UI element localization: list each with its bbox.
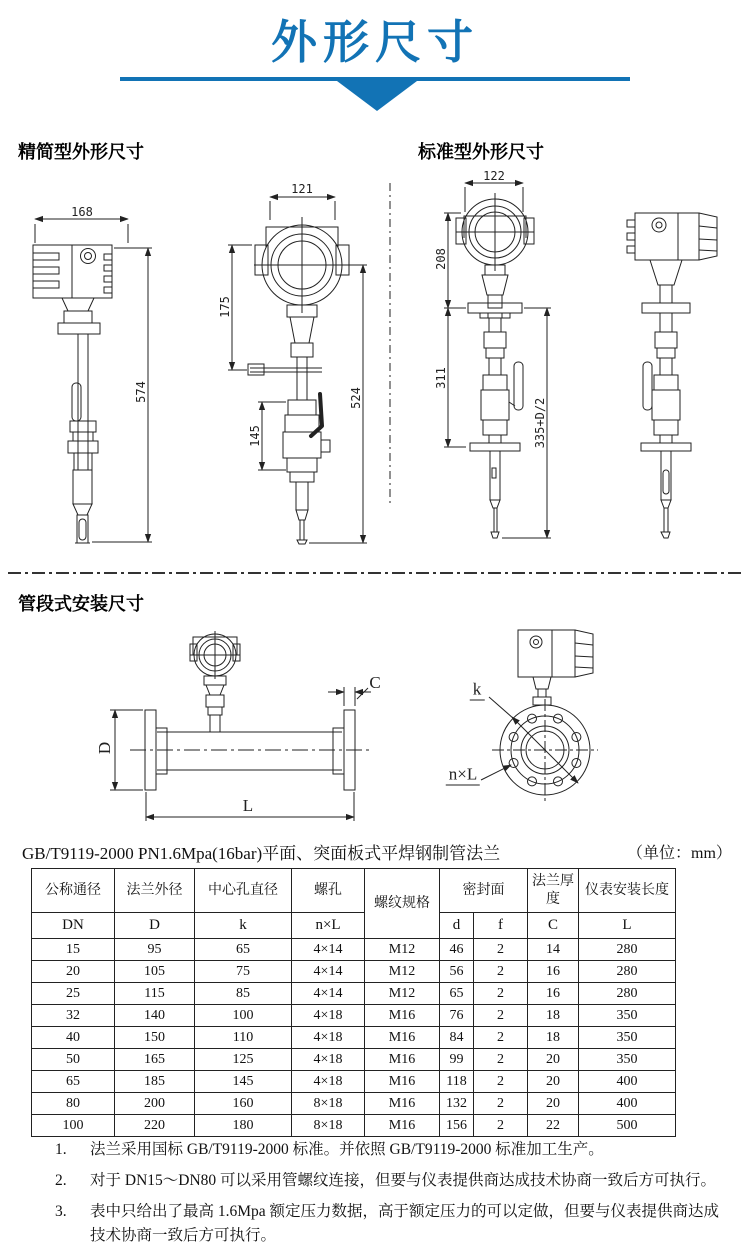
table-cell: 100 [195,1005,292,1027]
pipe-section-side-drawing [110,631,372,821]
table-row [32,983,676,1005]
table-cell: 50 [32,1049,115,1071]
table-cell: 84 [440,1027,474,1049]
dim-label-574: 574 [134,381,148,403]
table-cell: 18 [528,1027,579,1049]
table-cell: 20 [32,961,115,983]
table-cell: 99 [440,1049,474,1071]
table-cell: 14 [528,939,579,961]
dim-label-d: D [95,741,114,755]
table-cell: 2 [474,1071,528,1093]
table-cell: 160 [195,1093,292,1115]
table-cell: 85 [195,983,292,1005]
footnote-text: 表中只给出了最高 1.6Mpa 额定压力数据，高于额定压力的可以定做，但要与仪表提供商达成技术协商一致后方可执行。 [90,1202,720,1245]
col-header-thread-spec: 螺纹规格 [365,869,440,939]
dim-label-121: 121 [291,182,313,196]
table-cell: 4×18 [292,1071,365,1093]
table-cell: 16 [528,961,579,983]
table-cell: 4×18 [292,1049,365,1071]
table-cell: 2 [474,1005,528,1027]
table-cell: 8×18 [292,1093,365,1115]
footnote-text: 对于 DN15～DN80 可以采用管螺纹连接，但要与仪表提供商达成技术协商一致后方可执行。 [90,1171,717,1189]
table-cell: 400 [579,1093,676,1115]
table-cell: 22 [528,1115,579,1137]
dim-label-l: L [242,796,254,815]
table-cell: M12 [365,983,440,1005]
sub-header-nxl: n×L [292,913,365,939]
col-header-sealing-face: 密封面 [440,869,528,913]
dim-label-335-d2: 335+D/2 [533,397,547,449]
table-cell: 2 [474,961,528,983]
table-cell: 400 [579,1071,676,1093]
table-cell: 280 [579,961,676,983]
footnote-number: 3. [55,1202,67,1220]
table-cell: M12 [365,939,440,961]
table-cell: 65 [440,983,474,1005]
dim-label-122: 122 [483,169,505,183]
table-cell: M16 [365,1071,440,1093]
table-cell: M16 [365,1005,440,1027]
sub-header-d: D [115,913,195,939]
sub-header-k: k [195,913,292,939]
header-arrow-down-icon [337,81,417,111]
table-cell: 280 [579,939,676,961]
table-cell: 2 [474,1027,528,1049]
table-row [32,1005,676,1027]
table-cell: 20 [528,1071,579,1093]
table-cell: 180 [195,1115,292,1137]
table-cell: 4×14 [292,939,365,961]
table-row [32,1071,676,1093]
table-cell: 125 [195,1049,292,1071]
section-title-standard: 标准型外形尺寸 [418,142,544,162]
standard-side-view-drawing [627,213,717,538]
col-header-dn: 公称通径 [32,869,115,913]
table-cell: 20 [528,1093,579,1115]
flange-spec-unit: （单位：mm） [627,845,732,862]
table-row [32,1027,676,1049]
table-row [32,939,676,961]
table-cell: 165 [115,1049,195,1071]
table-cell: 76 [440,1005,474,1027]
flange-spec-title: GB/T9119-2000 PN1.6Mpa(16bar)平面、突面板式平焊钢制管法兰 [22,844,501,863]
footnote-item [55,1169,723,1194]
dim-label-524: 524 [349,387,363,409]
table-cell: 15 [32,939,115,961]
footnote-item [55,1138,723,1163]
col-header-install-length: 仪表安装长度 [579,869,676,913]
col-header-flange-thickness: 法兰厚度 [528,869,579,913]
table-cell: M16 [365,1027,440,1049]
flange-dimension-table [31,868,676,1137]
table-cell: M16 [365,1093,440,1115]
sub-header-dn: DN [32,913,115,939]
dim-label-k: k [470,680,485,701]
section-title-compact: 精简型外形尺寸 [18,142,144,162]
table-cell: M16 [365,1049,440,1071]
table-cell: 65 [32,1071,115,1093]
dim-label-175: 175 [218,296,232,318]
table-cell: 350 [579,1049,676,1071]
table-cell: 75 [195,961,292,983]
table-cell: 350 [579,1027,676,1049]
table-row [32,1049,676,1071]
flange-end-view-drawing [481,630,598,803]
table-cell: 40 [32,1027,115,1049]
col-header-flange-od: 法兰外径 [115,869,195,913]
table-cell: 140 [115,1005,195,1027]
table-cell: 2 [474,1049,528,1071]
table-cell: 2 [474,1093,528,1115]
table-cell: 100 [32,1115,115,1137]
dim-label-nxl: n×L [446,765,480,786]
col-header-bolt-circle: 中心孔直径 [195,869,292,913]
page-title: 外形尺寸 [271,16,479,68]
footnotes [55,1138,723,1255]
dim-label-145: 145 [248,425,262,447]
table-cell: 4×14 [292,983,365,1005]
table-cell: 46 [440,939,474,961]
table-cell: 4×18 [292,1005,365,1027]
table-row [32,961,676,983]
table-row [32,1093,676,1115]
pipe-installation-drawings [0,615,750,830]
dim-label-311: 311 [434,367,448,389]
footnote-number: 2. [55,1171,67,1189]
table-cell: 80 [32,1093,115,1115]
table-cell: 110 [195,1027,292,1049]
table-cell: 2 [474,939,528,961]
table-cell: 8×18 [292,1115,365,1137]
outline-dimension-drawings [0,170,750,572]
table-cell: 105 [115,961,195,983]
table-cell: 25 [32,983,115,1005]
table-cell: 18 [528,1005,579,1027]
table-cell: M12 [365,961,440,983]
table-cell: 32 [32,1005,115,1027]
dim-label-c: C [369,673,381,692]
section-divider-dashdot [8,572,744,574]
table-cell: 115 [115,983,195,1005]
table-cell: 156 [440,1115,474,1137]
sub-header-c: C [528,913,579,939]
dim-label-208: 208 [434,248,448,270]
footnote-number: 1. [55,1141,67,1158]
table-cell: 200 [115,1093,195,1115]
table-row [32,1115,676,1137]
footnote-item [55,1200,723,1250]
section-title-pipe: 管段式安装尺寸 [18,594,144,614]
table-cell: 56 [440,961,474,983]
table-cell: 500 [579,1115,676,1137]
dim-label-168: 168 [71,205,93,219]
table-cell: 220 [115,1115,195,1137]
table-cell: 145 [195,1071,292,1093]
standard-front-view-drawing [444,183,551,538]
sub-header-l: L [579,913,676,939]
table-cell: 95 [115,939,195,961]
compact-front-view-drawing [228,197,367,544]
table-cell: 132 [440,1093,474,1115]
table-cell: 65 [195,939,292,961]
table-cell: 2 [474,1115,528,1137]
table-cell: 150 [115,1027,195,1049]
table-cell: 118 [440,1071,474,1093]
table-cell: 185 [115,1071,195,1093]
flange-table-body [32,939,676,1137]
table-cell: 16 [528,983,579,1005]
table-cell: 4×14 [292,961,365,983]
footnote-text: 法兰采用国标 GB/T9119-2000 标准。并依照 GB/T9119-2000 标准加工生产。 [90,1141,604,1158]
table-cell: 350 [579,1005,676,1027]
table-cell: 4×18 [292,1027,365,1049]
table-cell: 280 [579,983,676,1005]
table-cell: 20 [528,1049,579,1071]
sub-header-seal-f: f [474,913,528,939]
col-header-bolt-hole: 螺孔 [292,869,365,913]
table-cell: 2 [474,983,528,1005]
sub-header-seal-d: d [440,913,474,939]
table-cell: M16 [365,1115,440,1137]
